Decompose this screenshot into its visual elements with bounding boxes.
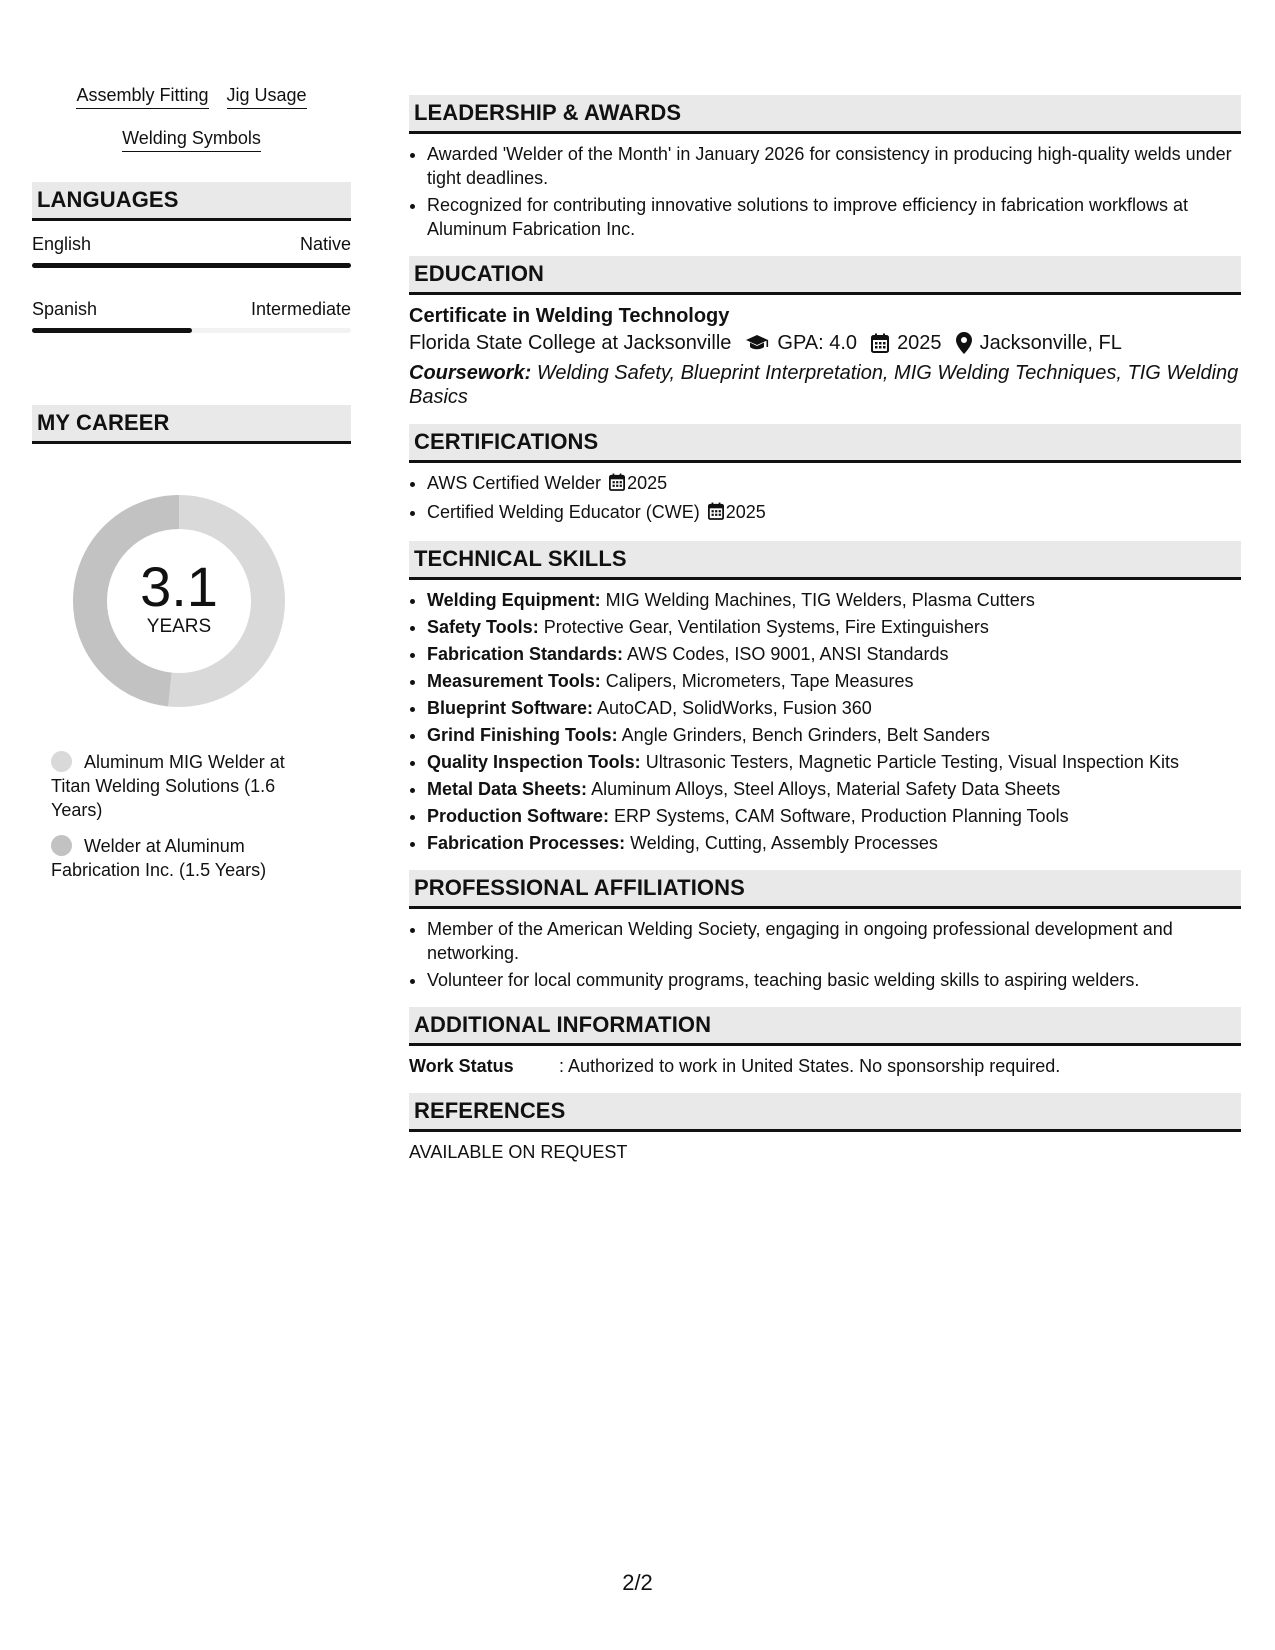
skill-label: Quality Inspection Tools: [427, 752, 641, 772]
career-legend [51, 750, 311, 882]
language-spanish [32, 298, 351, 333]
section-title: MY CAREER [37, 410, 170, 435]
certifications-section [409, 424, 1241, 526]
skill-item [427, 669, 1241, 693]
page-indicator: 2/2 [622, 1570, 653, 1595]
skill-item [427, 723, 1241, 747]
section-heading [409, 870, 1241, 909]
skill-item [427, 588, 1241, 612]
section-heading [409, 424, 1241, 463]
skill-item [427, 831, 1241, 855]
skill-label: Safety Tools: [427, 617, 539, 637]
skill-value: AutoCAD, SolidWorks, Fusion 360 [597, 698, 872, 718]
skill-item [427, 696, 1241, 720]
left-column [32, 84, 351, 894]
career-unit: YEARS [146, 616, 212, 637]
section-heading [409, 95, 1241, 134]
skill-item [427, 615, 1241, 639]
career-total-years: 3.1 [140, 555, 218, 618]
skill-value: MIG Welding Machines, TIG Welders, Plasma Cutters [605, 590, 1035, 610]
skill-item [427, 642, 1241, 666]
certification-name: AWS Certified Welder [427, 473, 602, 493]
skill-label: Fabrication Standards: [427, 644, 624, 664]
degree-title: Certificate in Welding Technology [409, 305, 730, 327]
additional-info-section [409, 1007, 1241, 1078]
skill-item [427, 750, 1241, 774]
skill-label: Metal Data Sheets: [427, 779, 588, 799]
section-heading [409, 1007, 1241, 1046]
leadership-section [409, 95, 1241, 241]
map-pin-icon [956, 332, 972, 354]
proficiency-bar [32, 328, 351, 333]
education-meta [409, 329, 1241, 357]
skill-label: Production Software: [427, 806, 610, 826]
references-section [409, 1093, 1241, 1164]
references-text: AVAILABLE ON REQUEST [409, 1142, 628, 1162]
coursework-label: Coursework: [409, 362, 532, 384]
list-item: • Member of the American Welding Society, engaging in ongoing professional development and networking. [427, 917, 1241, 965]
career-item-text: Aluminum MIG Welder at Titan Welding Solutions (1.6 Years) [51, 752, 285, 820]
list-item: • Awarded 'Welder of the Month' in January 2026 for consistency in producing high-quality welds under tight deadlines. [427, 142, 1241, 190]
section-title: LEADERSHIP & AWARDS [414, 100, 682, 125]
skill-label: Measurement Tools: [427, 671, 601, 691]
skill-value: Calipers, Micrometers, Tape Measures [605, 671, 914, 691]
education-location: Jacksonville, FL [979, 332, 1122, 354]
skill-label: Welding Equipment: [427, 590, 601, 610]
calendar-icon [871, 333, 889, 353]
coursework-list: Welding Safety, Blueprint Interpretation, MIG Welding Techniques, TIG Welding Basics [409, 362, 1239, 408]
skill-value: Aluminum Alloys, Steel Alloys, Material Safety Data Sheets [591, 779, 1061, 799]
certification-item [427, 500, 1241, 526]
language-level: Native [299, 234, 351, 254]
legend-dot [51, 751, 72, 772]
education-section [409, 256, 1241, 409]
certification-year: 2025 [627, 473, 668, 493]
calendar-icon [708, 502, 724, 526]
language-name: English [32, 234, 92, 254]
graduation-cap-icon [745, 334, 769, 352]
skill-value: AWS Codes, ISO 9001, ANSI Standards [627, 644, 949, 664]
section-title: REFERENCES [414, 1098, 566, 1123]
legend-dot [51, 835, 72, 856]
career-item [51, 750, 311, 822]
section-heading [409, 256, 1241, 295]
skill-value: Protective Gear, Ventilation Systems, Fire Extinguishers [543, 617, 989, 637]
skill-label: Grind Finishing Tools: [427, 725, 618, 745]
skill-value: Ultrasonic Testers, Magnetic Particle Testing, Visual Inspection Kits [645, 752, 1179, 772]
proficiency-bar [32, 263, 351, 268]
section-title: CERTIFICATIONS [414, 429, 599, 454]
career-heading [32, 405, 351, 444]
career-donut-chart [66, 488, 292, 714]
skill-tag: Assembly Fitting [76, 84, 208, 109]
skill-item [427, 804, 1241, 828]
section-title: LANGUAGES [37, 187, 179, 212]
skill-tag: Jig Usage [227, 84, 307, 109]
right-column [409, 95, 1241, 1179]
section-heading [409, 541, 1241, 580]
work-status-value: : Authorized to work in United States. No sponsorship required. [559, 1056, 1061, 1076]
section-heading [409, 1093, 1241, 1132]
affiliations-section [409, 870, 1241, 992]
list-item: • Volunteer for local community programs, teaching basic welding skills to aspiring welders. [427, 968, 1241, 992]
skill-label: Fabrication Processes: [427, 833, 626, 853]
skill-label: Blueprint Software: [427, 698, 594, 718]
certification-year: 2025 [725, 502, 766, 522]
skill-item [427, 777, 1241, 801]
career-item [51, 834, 311, 882]
skill-tag: Welding Symbols [122, 127, 261, 152]
skill-value: Angle Grinders, Bench Grinders, Belt Sanders [621, 725, 990, 745]
calendar-icon [609, 473, 625, 497]
section-title: TECHNICAL SKILLS [414, 546, 627, 571]
skill-tags [32, 84, 351, 152]
section-title: ADDITIONAL INFORMATION [414, 1012, 712, 1037]
proficiency-fill [32, 328, 192, 333]
coursework [409, 361, 1241, 409]
section-title: EDUCATION [414, 261, 545, 286]
school-name: Florida State College at Jacksonville [409, 332, 732, 354]
career-item-text: Welder at Aluminum Fabrication Inc. (1.5 Years) [51, 836, 267, 880]
work-status-row [409, 1054, 1241, 1078]
proficiency-fill [32, 263, 351, 268]
skill-value: ERP Systems, CAM Software, Production Planning Tools [614, 806, 1069, 826]
language-level: Intermediate [250, 299, 351, 319]
work-status-label: Work Status [409, 1056, 514, 1076]
languages-heading [32, 182, 351, 221]
language-english [32, 233, 351, 268]
technical-skills-section [409, 541, 1241, 855]
certification-name: Certified Welding Educator (CWE) [427, 502, 700, 522]
language-name: Spanish [32, 299, 98, 319]
gpa: GPA: 4.0 [777, 332, 858, 354]
skill-value: Welding, Cutting, Assembly Processes [630, 833, 938, 853]
list-item: • Recognized for contributing innovative solutions to improve efficiency in fabrication workflows at Aluminum Fabrication Inc. [427, 193, 1241, 241]
section-title: PROFESSIONAL AFFILIATIONS [414, 875, 745, 900]
certification-item [427, 471, 1241, 497]
graduation-year: 2025 [897, 332, 942, 354]
